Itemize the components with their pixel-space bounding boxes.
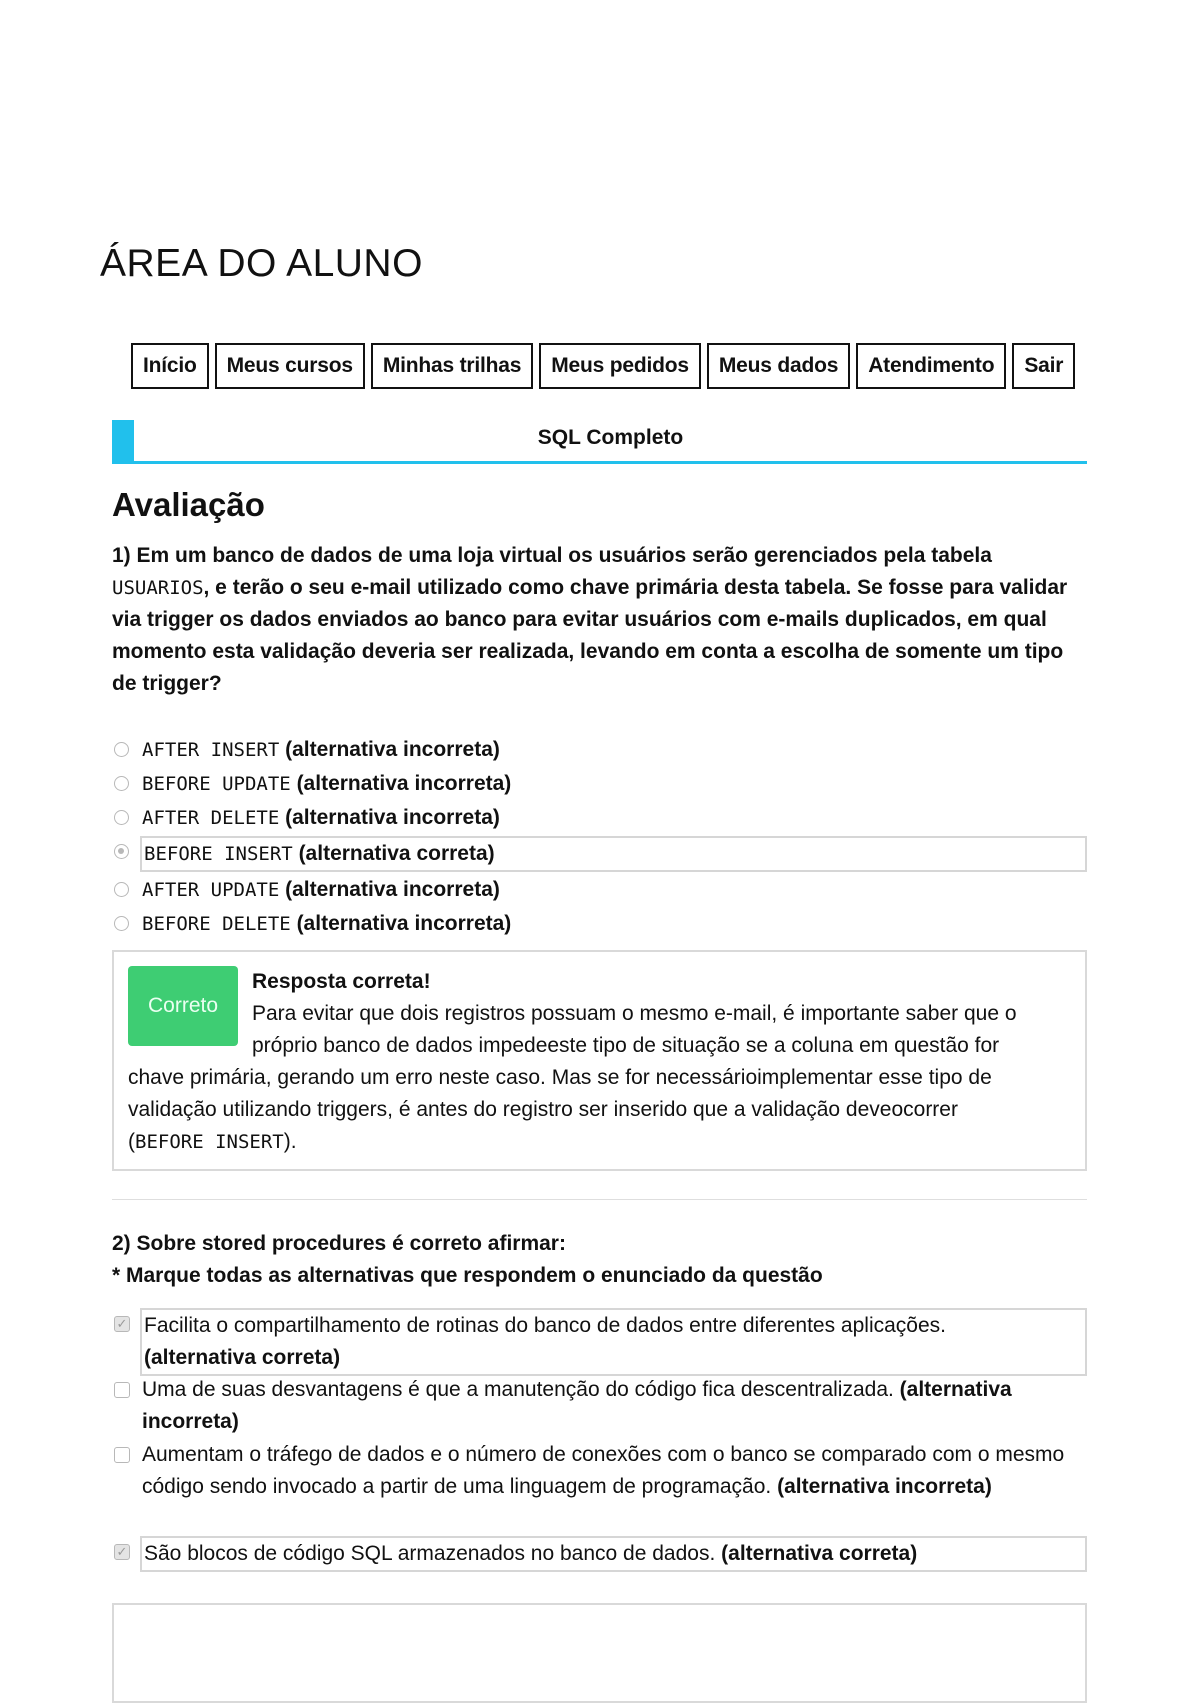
q1-option-before-delete[interactable] — [112, 908, 1087, 940]
option-text: Facilita o compartilhamento de rotinas do banco de dados entre diferentes aplicações. — [144, 1314, 946, 1337]
option-tag: (alternativa incorreta) — [285, 878, 500, 901]
radio-button[interactable] — [114, 916, 129, 931]
checkbox-icon[interactable] — [114, 1382, 130, 1398]
course-header — [112, 420, 1087, 464]
feedback-code: BEFORE INSERT — [135, 1131, 284, 1153]
q1-code-usuarios: USUARIOS — [112, 577, 204, 599]
nav-inicio[interactable]: Início — [131, 343, 209, 389]
question-divider — [112, 1199, 1087, 1200]
checkbox-icon[interactable] — [114, 1447, 130, 1463]
radio-button[interactable] — [114, 882, 129, 897]
course-title: SQL Completo — [537, 426, 684, 449]
option-tag: (alternativa incorreta) — [777, 1475, 992, 1498]
feedback-line-5 — [128, 1126, 1071, 1158]
paren-close: ). — [283, 1130, 297, 1153]
q1-line-2: , e terão o seu e-mail utilizado como chave primária desta tabela. Se fosse para validar — [203, 576, 1068, 599]
feedback-line-2: próprio banco de dados impedeeste tipo de situação se a coluna em questão for — [252, 1034, 1000, 1057]
q2-line-1: 2) Sobre stored procedures é correto afirmar: — [112, 1232, 566, 1255]
nav-minhas-trilhas[interactable]: Minhas trilhas — [371, 343, 533, 389]
nav-sair[interactable]: Sair — [1012, 343, 1075, 389]
option-text: Aumentam o tráfego de dados e o número de conexões com o banco se comparado com o mesmo código sendo invocado a partir de uma linguagem de programação. — [142, 1443, 1065, 1498]
nav-atendimento[interactable]: Atendimento — [856, 343, 1006, 389]
feedback-heading: Resposta correta! — [252, 970, 431, 993]
answer-feedback-box — [112, 950, 1087, 1171]
checkbox-checked-icon[interactable]: ✓ — [114, 1544, 130, 1560]
q2-option-1[interactable] — [112, 1308, 1087, 1376]
option-tag: (alternativa incorreta) — [142, 1378, 1012, 1433]
q1-option-after-delete[interactable] — [112, 802, 1087, 834]
nav-meus-cursos[interactable]: Meus cursos — [215, 343, 365, 389]
radio-button[interactable] — [114, 810, 129, 825]
next-question-card — [112, 1603, 1087, 1703]
correct-badge: Correto — [128, 966, 238, 1046]
radio-button[interactable] — [114, 776, 129, 791]
option-tag: (alternativa incorreta) — [296, 912, 512, 935]
option-code: AFTER INSERT — [142, 739, 280, 761]
nav-meus-pedidos[interactable]: Meus pedidos — [539, 343, 701, 389]
q1-option-before-update[interactable] — [112, 768, 1087, 800]
checkbox-checked-icon[interactable]: ✓ — [114, 1316, 130, 1332]
feedback-body — [128, 998, 1071, 1158]
feedback-line-1: Para evitar que dois registros possuam o mesmo e-mail, é importante saber que o — [252, 1002, 1017, 1025]
question-2-text — [112, 1228, 1087, 1292]
radio-button-selected[interactable] — [114, 844, 129, 859]
section-title: Avaliação — [112, 486, 265, 523]
radio-button[interactable] — [114, 742, 129, 757]
option-tag: (alternativa correta) — [298, 842, 495, 865]
option-tag: (alternativa incorreta) — [285, 738, 500, 761]
option-tag: (alternativa correta) — [144, 1346, 341, 1369]
nav-meus-dados[interactable]: Meus dados — [707, 343, 850, 389]
q1-option-after-insert[interactable] — [112, 734, 1087, 766]
option-tag: (alternativa incorreta) — [296, 772, 512, 795]
paren-open: ( — [128, 1130, 135, 1153]
question-1-text — [112, 540, 1087, 700]
option-text: Uma de suas desvantagens é que a manutenção do código fica descentralizada. — [142, 1378, 894, 1401]
q2-option-2[interactable] — [112, 1374, 1087, 1438]
q1-line-1: 1) Em um banco de dados de uma loja virtual os usuários serão gerenciados pela tabela — [112, 544, 992, 567]
q1-line-4: momento esta validação deveria ser realizada, levando em conta a escolha de somente um tipo — [112, 640, 1064, 663]
page-title: ÁREA DO ALUNO — [100, 242, 423, 285]
q2-option-4[interactable] — [112, 1536, 1087, 1572]
option-code: AFTER UPDATE — [142, 879, 280, 901]
q1-line-5: de trigger? — [112, 672, 222, 695]
option-code: BEFORE DELETE — [142, 913, 291, 935]
feedback-line-3: chave primária, gerando um erro neste caso. Mas se for necessárioimplementar esse tipo de — [128, 1066, 992, 1089]
q2-option-3[interactable] — [112, 1439, 1087, 1503]
option-code: BEFORE UPDATE — [142, 773, 291, 795]
q2-line-2: * Marque todas as alternativas que respondem o enunciado da questão — [112, 1264, 823, 1287]
option-tag: (alternativa incorreta) — [285, 806, 500, 829]
option-code: BEFORE INSERT — [144, 843, 293, 865]
main-nav — [131, 343, 1075, 389]
option-tag: (alternativa correta) — [721, 1542, 918, 1565]
course-accent-bar — [112, 420, 134, 461]
q1-line-3: via trigger os dados enviados ao banco para evitar usuários com e-mails duplicados, em qual — [112, 608, 1047, 631]
q1-option-after-update[interactable] — [112, 874, 1087, 906]
q1-option-before-insert[interactable] — [112, 836, 1087, 872]
option-code: AFTER DELETE — [142, 807, 280, 829]
feedback-line-4: validação utilizando triggers, é antes do registro ser inserido que a validação deveocorrer — [128, 1098, 958, 1121]
option-text: São blocos de código SQL armazenados no banco de dados. — [144, 1542, 716, 1565]
